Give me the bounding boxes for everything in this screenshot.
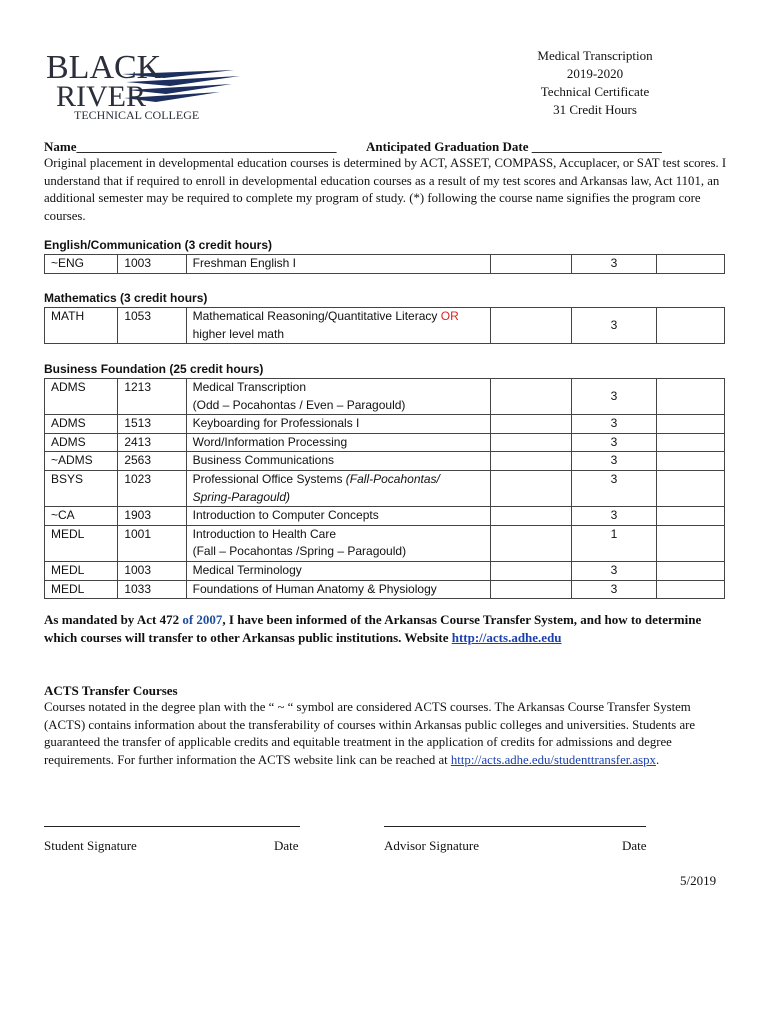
mandate-text: As mandated by Act 472: [44, 612, 180, 627]
blank-cell: [490, 580, 571, 599]
course-number: 1003: [118, 255, 186, 274]
blank-cell: [490, 561, 571, 580]
course-title: Freshman English I: [186, 255, 490, 274]
student-signature-line[interactable]: [44, 826, 300, 828]
acts-paragraph: [44, 699, 734, 769]
course-title: [186, 470, 490, 506]
table-row: [45, 308, 725, 344]
acts-body-text: Courses notated in the degree plan with the “ ~ “ symbol are considered ACTS courses. The Arkansas Course Transfer System (ACTS) contains information about the transferability of courses within Arkansas public colleges and universities. Students are guaranteed the transfer of applicable credits and equitable treatment in the application of credits for admissions and degree requirements. For further information the ACTS website link can be reached at: [44, 700, 696, 767]
course-prefix: MEDL: [45, 580, 118, 599]
course-credits: 3: [572, 470, 656, 506]
course-note: (Fall – Pocahontas /Spring – Paragould): [192, 544, 407, 559]
mandate-text-continued: , I have been informed of the Arkansas Course Transfer System, and how to determine which courses will transfer to other Arkansas public institutions. Website: [44, 612, 702, 645]
course-prefix: BSYS: [45, 470, 118, 506]
course-credits: 3: [572, 452, 656, 471]
table-row: [45, 415, 725, 434]
college-logo: [44, 52, 244, 122]
section-title-math: Mathematics (3 credit hours): [44, 291, 208, 305]
course-number: 1053: [118, 308, 186, 344]
course-prefix: ADMS: [45, 415, 118, 434]
blank-cell: [490, 452, 571, 471]
blank-cell: [656, 580, 724, 599]
course-prefix: MEDL: [45, 525, 118, 561]
business-course-table: [44, 378, 725, 599]
program-years: 2019-2020: [566, 66, 624, 81]
acts-period: .: [655, 752, 660, 767]
blank-cell: [656, 507, 724, 526]
course-title: [186, 308, 490, 344]
blank-cell: [490, 255, 571, 274]
section-title-english: English/Communication (3 credit hours): [44, 238, 273, 252]
course-title-text: Introduction to Health Care: [192, 526, 337, 541]
blank-cell: [490, 525, 571, 561]
or-text: OR: [440, 309, 459, 323]
blank-cell: [656, 433, 724, 452]
blank-cell: [656, 255, 724, 274]
course-title: Word/Information Processing: [186, 433, 490, 452]
blank-cell: [656, 561, 724, 580]
intro-paragraph: Original placement in developmental education courses is determined by ACT, ASSET, COMPASS, Accuplacer, or SAT test scores. I understand that if required to enroll in developmental education courses as a result of my test scores and Arkansas law, Act 1101, an additional semester may be required to complete my program of study. (*) following the course name signifies the program core courses.: [44, 156, 727, 223]
course-credits: 3: [572, 308, 656, 344]
course-number: 2413: [118, 433, 186, 452]
revision-date: 5/2019: [680, 873, 717, 888]
logo-river-text: RIVER: [56, 80, 146, 113]
blank-cell: [656, 452, 724, 471]
course-title-text: Professional Office Systems: [192, 471, 343, 486]
course-prefix: MATH: [45, 308, 118, 344]
blank-cell: [490, 308, 571, 344]
course-title: Foundations of Human Anatomy & Physiology: [186, 580, 490, 599]
course-number: 1213: [118, 379, 186, 415]
table-row: [45, 561, 725, 580]
advisor-date-label: Date: [622, 838, 647, 853]
program-hours: 31 Credit Hours: [553, 102, 637, 117]
acts-transfer-link[interactable]: http://acts.adhe.edu/studenttransfer.aspx: [450, 752, 656, 767]
table-row: [45, 255, 725, 274]
advisor-signature-label: Advisor Signature: [384, 838, 479, 853]
course-note: Spring-Paragould): [192, 489, 290, 504]
blank-cell: [490, 507, 571, 526]
course-title: Medical Terminology: [186, 561, 490, 580]
course-prefix: MEDL: [45, 561, 118, 580]
course-number: 1001: [118, 525, 186, 561]
blank-cell: [656, 308, 724, 344]
math-course-table: [44, 307, 725, 344]
course-title-text: Medical Transcription: [192, 380, 306, 394]
table-row: [45, 470, 725, 506]
course-credits: 1: [572, 525, 656, 561]
blank-cell: [490, 379, 571, 415]
name-graduation-line: [44, 139, 734, 155]
section-title-business: Business Foundation (25 credit hours): [44, 362, 264, 376]
acts-website-link[interactable]: http://acts.adhe.edu: [451, 630, 562, 645]
student-signature-label: Student Signature: [44, 838, 137, 853]
program-title: Medical Transcription: [537, 48, 653, 63]
course-title-alt: higher level math: [192, 326, 284, 341]
blank-cell: [656, 415, 724, 434]
act-472-statement: [44, 611, 734, 647]
course-credits: 3: [572, 255, 656, 274]
course-prefix: ~ENG: [45, 255, 118, 274]
blank-cell: [490, 470, 571, 506]
course-prefix: ADMS: [45, 379, 118, 415]
program-header: [400, 47, 770, 119]
table-row: [45, 452, 725, 471]
course-credits: 3: [572, 433, 656, 452]
logo-black-text: BLACK: [46, 52, 162, 86]
course-number: 1903: [118, 507, 186, 526]
program-award: Technical Certificate: [540, 84, 650, 99]
course-number: 1003: [118, 561, 186, 580]
course-title-text: Mathematical Reasoning/Quantitative Literacy: [192, 309, 438, 323]
course-credits: 3: [572, 379, 656, 415]
course-note: (Odd – Pocahontas / Even – Paragould): [192, 397, 406, 412]
course-prefix: ~CA: [45, 507, 118, 526]
english-course-table: [44, 254, 725, 274]
blank-cell: [656, 470, 724, 506]
name-field[interactable]: Name________________________________________: [44, 139, 337, 154]
course-title: Business Communications: [186, 452, 490, 471]
table-row: [45, 379, 725, 415]
course-number: 1513: [118, 415, 186, 434]
course-prefix: ~ADMS: [45, 452, 118, 471]
blank-cell: [656, 379, 724, 415]
course-prefix: ADMS: [45, 433, 118, 452]
mandate-year: of 2007: [182, 612, 223, 627]
blank-cell: [490, 415, 571, 434]
course-number: 1033: [118, 580, 186, 599]
course-number: 2563: [118, 452, 186, 471]
course-title: Keyboarding for Professionals I: [186, 415, 490, 434]
course-title: [186, 379, 490, 415]
course-credits: 3: [572, 561, 656, 580]
advisor-signature-line[interactable]: [384, 826, 646, 828]
course-credits: 3: [572, 415, 656, 434]
blank-cell: [656, 525, 724, 561]
course-title: [186, 525, 490, 561]
table-row: [45, 580, 725, 599]
table-row: [45, 433, 725, 452]
course-note: (Fall-Pocahontas/: [345, 471, 440, 486]
course-credits: 3: [572, 580, 656, 599]
logo-technical-college-text: TECHNICAL COLLEGE: [74, 108, 200, 122]
course-credits: 3: [572, 507, 656, 526]
table-row: [45, 525, 725, 561]
student-date-label: Date: [274, 838, 299, 853]
table-row: [45, 507, 725, 526]
graduation-date-field[interactable]: Anticipated Graduation Date ____________________: [366, 139, 662, 154]
course-title: Introduction to Computer Concepts: [186, 507, 490, 526]
course-number: 1023: [118, 470, 186, 506]
acts-heading: ACTS Transfer Courses: [44, 683, 178, 698]
blank-cell: [490, 433, 571, 452]
